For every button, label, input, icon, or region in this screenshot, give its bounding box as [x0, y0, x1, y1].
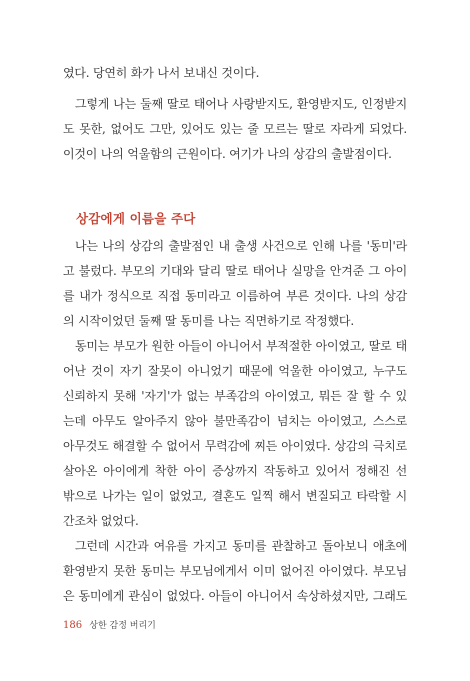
- text-line: 고 불렀다. 부모의 기대와 달리 딸로 태어나 실망을 안겨준 그 아이: [63, 264, 407, 278]
- text-line: 그런데 시간과 여유를 가지고 동미를 관찰하고 돌아보니 애초에: [75, 539, 407, 553]
- text-line: 환영받지 못한 동미는 부모님에게서 이미 없어진 아이였다. 부모님: [63, 564, 407, 578]
- running-title: 상한 감정 버리기: [89, 621, 156, 631]
- section-heading: 상감에게 이름을 주다: [76, 211, 196, 226]
- text-line: 는데 아무도 알아주지 않아 불만족감이 넘치는 아이였고, 스스로: [63, 414, 407, 428]
- text-line: 신뢰하지 못해 '자기'가 없는 부족감의 아이였고, 뭐든 잘 할 수 있: [63, 389, 407, 403]
- text-line: 아무것도 해결할 수 없어서 무력감에 찌든 아이였다. 상감의 극치로: [63, 439, 407, 453]
- page-number: 186: [63, 620, 83, 631]
- text-line: 이것이 나의 억울함의 근원이다. 여기가 나의 상감의 출발점이다.: [63, 147, 392, 161]
- text-line: 살아온 아이에게 착한 아이 증상까지 작동하고 있어서 정해진 선: [63, 464, 407, 478]
- text-line: 의 시작이었던 둘째 딸 동미를 나는 직면하기로 작정했다.: [63, 314, 354, 328]
- page-footer: [63, 620, 156, 632]
- text-line: 간조차 없었다.: [63, 514, 139, 528]
- text-line: 를 내가 정식으로 직접 동미라고 이름하여 부른 것이다. 나의 상감: [63, 289, 407, 303]
- text-line: 밖으로 나가는 일이 없었고, 결혼도 일찍 해서 변질되고 타락할 시: [63, 489, 407, 503]
- text-line: 였다. 당연히 화가 나서 보내신 것이다.: [63, 66, 260, 80]
- text-line: 나는 나의 상감의 출발점인 내 출생 사건으로 인해 나를 '동미'라: [75, 239, 407, 253]
- text-line: 도 못한, 없어도 그만, 있어도 있는 줄 모르는 딸로 자라게 되었다.: [63, 122, 407, 136]
- text-line: 어난 것이 자기 잘못이 아니었기 때문에 억울한 아이였고, 누구도: [63, 364, 407, 378]
- text-line: 동미는 부모가 원한 아들이 아니어서 부적절한 아이였고, 딸로 태: [75, 339, 407, 353]
- text-line: 은 동미에게 관심이 없었다. 아들이 아니어서 속상하셨지만, 그래도: [63, 589, 407, 603]
- text-line: 그렇게 나는 둘째 딸로 태어나 사랑받지도, 환영받지도, 인정받지: [75, 97, 407, 111]
